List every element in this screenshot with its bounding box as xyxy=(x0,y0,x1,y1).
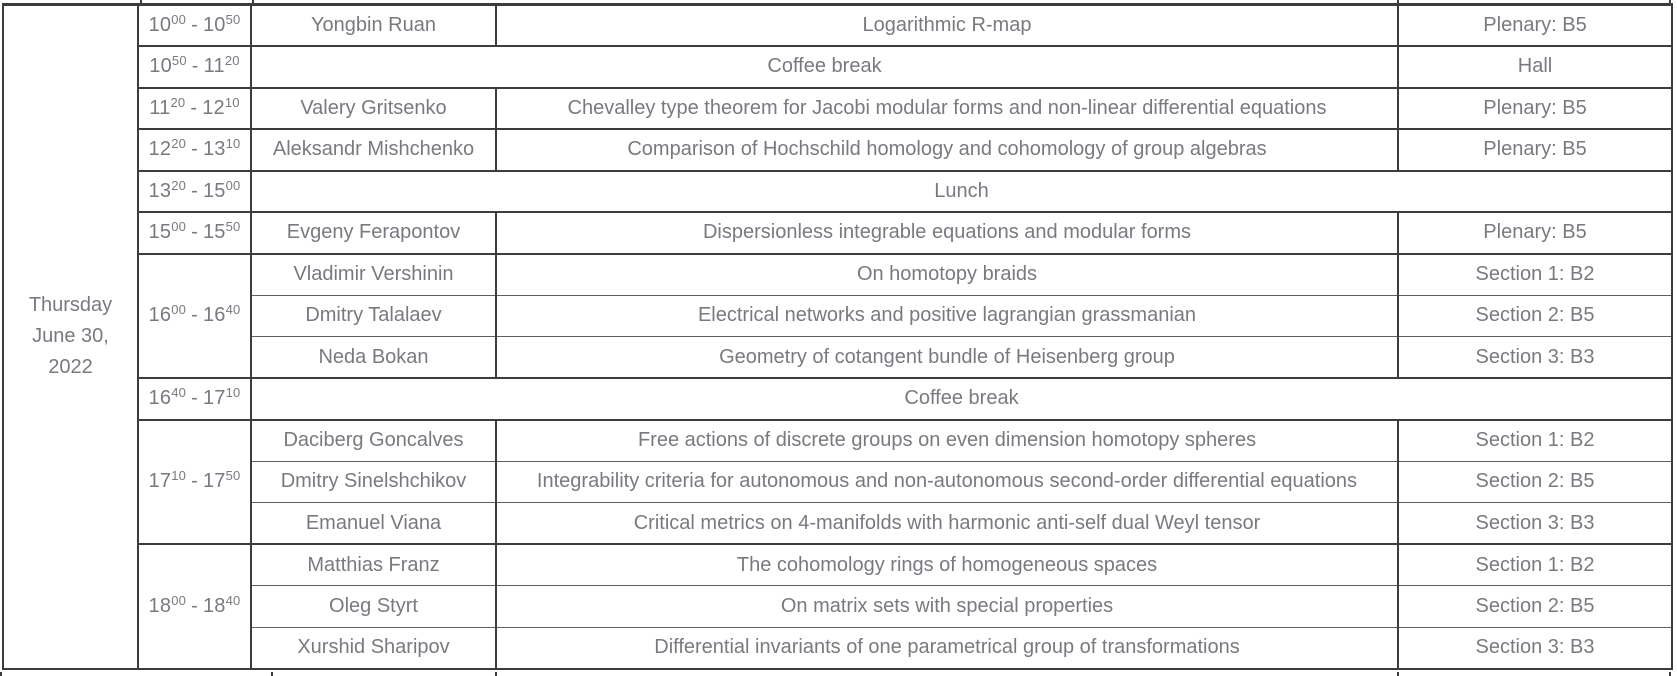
title-cell: Critical metrics on 4-manifolds with harmonic anti-self dual Weyl tensor xyxy=(496,503,1398,545)
time-start-hour: 16 xyxy=(148,387,172,410)
room-cell: Section 2: B5 xyxy=(1398,461,1672,503)
table-row xyxy=(3,378,1672,420)
date-line: June 30, xyxy=(32,325,109,348)
speaker-cell: Oleg Styrt xyxy=(251,586,496,628)
room-cell: Plenary: B5 xyxy=(1398,5,1672,47)
table-row xyxy=(3,544,1672,586)
speaker-cell: Dmitry Sinelshchikov xyxy=(251,461,496,503)
table-row xyxy=(3,254,1672,296)
table-row xyxy=(3,295,1672,337)
room-cell: Section 2: B5 xyxy=(1398,295,1672,337)
title-cell: Comparison of Hochschild homology and cohomology of group algebras xyxy=(496,129,1398,171)
speaker-cell: Neda Bokan xyxy=(251,337,496,379)
title-cell: Free actions of discrete groups on even dimension homotopy spheres xyxy=(496,420,1398,462)
time-separator: - xyxy=(191,14,198,36)
time-cell xyxy=(138,544,251,669)
time-end-minutes: 40 xyxy=(225,592,241,608)
time-end-minutes: 50 xyxy=(225,468,241,484)
break-label-cell: Coffee break xyxy=(251,46,1398,88)
time-start-hour: 18 xyxy=(148,594,172,617)
date-line: 2022 xyxy=(48,356,93,379)
room-cell: Section 2: B5 xyxy=(1398,586,1672,628)
time-end-hour: 15 xyxy=(202,179,226,202)
table-row xyxy=(3,46,1672,88)
speaker-cell: Aleksandr Mishchenko xyxy=(251,129,496,171)
title-cell: Dispersionless integrable equations and modular forms xyxy=(496,212,1398,254)
speaker-cell: Xurshid Sharipov xyxy=(251,627,496,669)
table-row xyxy=(3,461,1672,503)
time-end-hour: 12 xyxy=(202,96,225,119)
time-start-hour: 10 xyxy=(148,14,172,36)
time-cell xyxy=(138,5,251,47)
title-cell: Electrical networks and positive lagrangian grassmanian xyxy=(496,295,1398,337)
time-end-hour: 11 xyxy=(203,55,225,78)
room-cell: Section 1: B2 xyxy=(1398,254,1672,296)
room-cell: Section 3: B3 xyxy=(1398,627,1672,669)
date-line: Thursday xyxy=(28,294,113,317)
speaker-cell: Daciberg Goncalves xyxy=(251,420,496,462)
time-cell xyxy=(138,46,251,88)
room-cell: Hall xyxy=(1398,46,1672,88)
time-start-minutes: 40 xyxy=(171,385,187,401)
time-end-minutes: 10 xyxy=(224,94,240,110)
time-start-minutes: 00 xyxy=(171,302,187,318)
time-end-minutes: 00 xyxy=(225,177,241,193)
time-end-hour: 13 xyxy=(202,138,226,161)
table-gridline-stub xyxy=(1669,672,1671,676)
time-cell xyxy=(138,254,251,379)
table-gridline-stub xyxy=(0,672,2,676)
time-separator: - xyxy=(190,96,198,119)
time-end-hour: 15 xyxy=(202,221,226,244)
time-cell xyxy=(138,88,251,130)
time-start-minutes: 10 xyxy=(171,468,187,484)
speaker-cell: Emanuel Viana xyxy=(251,503,496,545)
room-cell: Plenary: B5 xyxy=(1398,129,1672,171)
break-label-cell: Coffee break xyxy=(251,378,1672,420)
table-gridline-stub xyxy=(271,672,273,676)
time-separator: - xyxy=(191,179,198,202)
room-cell: Section 3: B3 xyxy=(1398,503,1672,545)
time-start-minutes: 20 xyxy=(171,177,187,193)
table-row xyxy=(3,129,1672,171)
room-cell: Section 1: B2 xyxy=(1398,420,1672,462)
time-cell xyxy=(138,378,251,420)
time-separator: - xyxy=(191,138,198,161)
time-separator: - xyxy=(191,387,198,410)
table-gridline-stub xyxy=(1397,672,1399,676)
speaker-cell: Dmitry Talalaev xyxy=(251,295,496,337)
title-cell: Geometry of cotangent bundle of Heisenberg group xyxy=(496,337,1398,379)
date-cell xyxy=(3,5,138,669)
time-start-hour: 15 xyxy=(148,221,172,244)
time-end-hour: 18 xyxy=(202,594,226,617)
time-start-minutes: 00 xyxy=(171,592,187,608)
time-end-hour: 16 xyxy=(202,304,226,327)
table-row xyxy=(3,420,1672,462)
time-end-minutes: 50 xyxy=(225,219,241,235)
time-cell xyxy=(138,171,251,213)
time-separator: - xyxy=(191,594,198,617)
time-cell xyxy=(138,212,251,254)
time-separator: - xyxy=(191,221,198,244)
room-cell: Section 1: B2 xyxy=(1398,544,1672,586)
time-start-hour: 11 xyxy=(149,96,171,119)
time-start-minutes: 00 xyxy=(171,219,187,235)
room-cell: Plenary: B5 xyxy=(1398,212,1672,254)
time-start-minutes: 00 xyxy=(171,12,187,27)
time-start-hour: 10 xyxy=(149,55,172,78)
time-end-hour: 10 xyxy=(202,14,226,36)
break-label-cell: Lunch xyxy=(251,171,1672,213)
table-row xyxy=(3,212,1672,254)
speaker-cell: Matthias Franz xyxy=(251,544,496,586)
time-end-minutes: 10 xyxy=(225,136,241,152)
title-cell: The cohomology rings of homogeneous spaces xyxy=(496,544,1398,586)
time-cell xyxy=(138,420,251,545)
time-separator: - xyxy=(191,470,198,493)
table-gridline-stub xyxy=(495,672,497,676)
time-start-minutes: 50 xyxy=(171,53,187,69)
speaker-cell: Vladimir Vershinin xyxy=(251,254,496,296)
schedule-table xyxy=(2,3,1673,670)
time-start-hour: 12 xyxy=(148,138,172,161)
speaker-cell: Valery Gritsenko xyxy=(251,88,496,130)
time-end-minutes: 40 xyxy=(225,302,241,318)
time-start-hour: 13 xyxy=(148,179,172,202)
time-end-minutes: 20 xyxy=(224,53,240,69)
title-cell: Chevalley type theorem for Jacobi modular forms and non-linear differential equations xyxy=(496,88,1398,130)
room-cell: Plenary: B5 xyxy=(1398,88,1672,130)
table-row xyxy=(3,627,1672,669)
time-separator: - xyxy=(191,55,199,78)
table-row xyxy=(3,88,1672,130)
room-cell: Section 3: B3 xyxy=(1398,337,1672,379)
time-start-minutes: 20 xyxy=(170,94,186,110)
table-row xyxy=(3,171,1672,213)
time-start-minutes: 20 xyxy=(171,136,187,152)
title-cell: Logarithmic R-map xyxy=(496,5,1398,47)
time-start-hour: 16 xyxy=(148,304,172,327)
title-cell: Differential invariants of one parametrical group of transformations xyxy=(496,627,1398,669)
table-row xyxy=(3,503,1672,545)
time-end-minutes: 10 xyxy=(225,385,241,401)
speaker-cell: Evgeny Ferapontov xyxy=(251,212,496,254)
time-start-hour: 17 xyxy=(148,470,172,493)
table-row xyxy=(3,586,1672,628)
time-end-minutes: 50 xyxy=(225,12,241,27)
table-row xyxy=(3,337,1672,379)
schedule-table-body xyxy=(3,5,1672,669)
time-end-hour: 17 xyxy=(202,387,226,410)
speaker-cell: Yongbin Ruan xyxy=(251,5,496,47)
title-cell: On homotopy braids xyxy=(496,254,1398,296)
title-cell: Integrability criteria for autonomous and non-autonomous second-order differential equations xyxy=(496,461,1398,503)
title-cell: On matrix sets with special properties xyxy=(496,586,1398,628)
time-end-hour: 17 xyxy=(202,470,226,493)
table-row xyxy=(3,5,1672,47)
time-cell xyxy=(138,129,251,171)
time-separator: - xyxy=(191,304,198,327)
